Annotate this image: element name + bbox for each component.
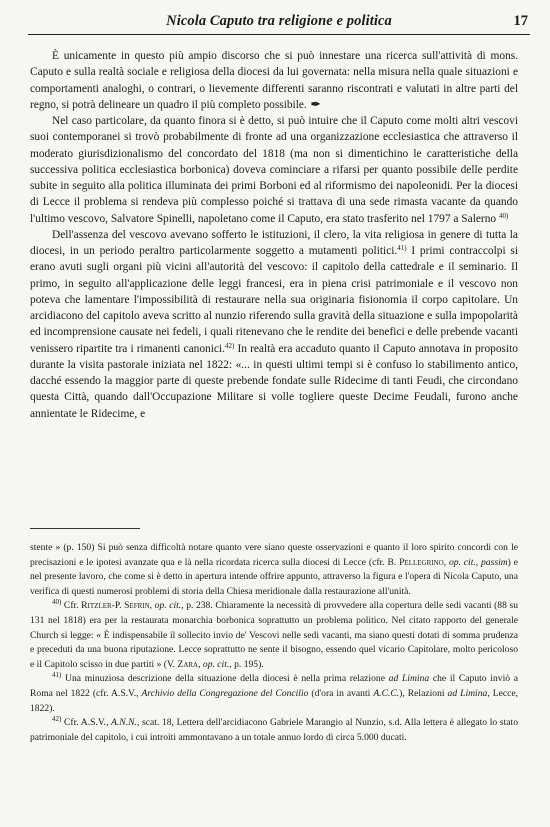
footnote-40-label: 40) xyxy=(52,598,62,607)
footnote-ref-41: 41) xyxy=(397,244,407,252)
footnote-sep: , xyxy=(443,556,449,568)
footnote-author: B. Pellegrino xyxy=(387,556,444,568)
main-text xyxy=(30,48,518,422)
footnote-40-sep-2: , xyxy=(198,658,203,670)
footnote-40-body: , p. 238. Chiaramente la necessità di provvedere alla copertura delle sedi vacanti (88 su 131 nel 1818) era per la restaurata monarchia borbonica soprattutto un problema politico. Nel citato rapporto del generale Church si legge: « È indispensabile il sollecito invio de' Vescovi nelle sedi vacanti, ma siano questi dotati di somma prudenza e preceduti da una buona riputazione. Lecce soprattutto ne sente il bisogno, essendo quel vicario Capitolare, molto pericoloso e il Capitolo scisso in due partiti » ( xyxy=(30,600,519,670)
paragraph-3-text-c: In realtà era accaduto quanto il Caputo annotava in proposito durante la visita pastorale iniziata nel 1822: «... in questi ultimi tempi si è confuso lo stabilimento antico, dacché essendo la maggior parte di queste prebende fondate sulle Ridecime di tanti Feudi, che circondano questa Città, quando dall'Occupazione Militare si volle togliere queste Decime Feudali, furono anche annientate le Ridecime, e xyxy=(30,342,519,420)
footnote-40-op-cit: op. cit. xyxy=(154,600,182,612)
margin-mark-icon: ✒ xyxy=(310,98,321,111)
footnote-40-author: Ritzler-P. Sefrin xyxy=(81,600,150,612)
footnote-41-ad-limina: ad Limina xyxy=(388,673,430,685)
paragraph-3-text-b: I primi contraccolpi si erano avuti sugli organi più vicini all'autorità del vescovo: il capitolo della cattedrale e il seminario. Il primo, in seguito all'applicazione delle leggi francesi, era in piena crisi patrimoniale e il vescovo non poteva che lamentare l'impossibilità di restaurare nella sua originaria fisionomia il corpo capitolare. Un arcidiacono del capitolo aveva scritto al nunzio riferendo sulla gravità della situazione e sulla impopolarità ed incomprensione causate nei fedeli, i quali ritenevano che le rendite dei benefici e delle prebende vacanti venissero ripartite tra i rimanenti canonici. xyxy=(30,245,518,355)
footnote-40-author-2: V. Zara xyxy=(166,658,199,670)
footnote-41-archive: Archivio della Congregazione del Concilio xyxy=(141,687,309,699)
footnote-42-ann: A.N.N. xyxy=(111,717,137,729)
paragraph-3-text-a: Dell'assenza del vescovo avevano sofferto le istituzioni, il clero, la vita religiosa in genere di tutta la diocesi, in un periodo peraltro particolarmente soggetto a mutamenti politici. xyxy=(30,228,518,257)
footnote-40 xyxy=(30,599,518,672)
footnote-40-sep: , xyxy=(149,600,155,612)
footnote-separator xyxy=(30,528,140,529)
footnote-continuation xyxy=(30,541,518,599)
footnote-41 xyxy=(30,672,518,716)
footnote-ref-42: 42) xyxy=(224,341,235,350)
footnote-cont-text-end: ) e nel presente lavoro, che come si è detto in apertura intende offrire appunto, attraverso la figura e l'opera di Nicola Caputo, una verifica di questi numerosi problemi di storia della Chiesa meridionale dalla restaurazione all'unità. xyxy=(30,556,518,597)
footnote-40-end: , p. 195). xyxy=(229,658,264,670)
paragraph-2-text: Nel caso particolare, da quanto finora si è detto, si può intuire che il Caputo come molti altri vescovi suoi contemporanei si trovò probabilmente di fronte ad una organizzazione ecclesiastica che attraverso il moderato giurisdizionalismo del concordato del 1818 (ma non si dimentichino le caratteristiche della successiva politica ecclesiastica borbonica) doveva cominciare a rifarsi per quanto possibile delle perdite subite in seguito alla politica illuminata dei primi Borboni ed al riformismo dei napoleonidi. Per la diocesi di Lecce il problema si rendeva più complesso poiché si trattava di una sede rimasta vacante da quando l'ultimo vescovo, Salvatore Spinelli, napoletano come il Caputo, era stato trasferito nel 1797 a Salerno xyxy=(30,115,518,225)
footnote-42-text: Cfr. A.S.V., xyxy=(61,717,112,729)
footnote-ref-40: 40) xyxy=(498,211,509,220)
paragraph-1 xyxy=(30,48,518,113)
footnote-41-text-2: che il Caputo inviò a Roma nel 1822 (cfr. A.S.V., xyxy=(30,673,518,699)
page-header xyxy=(28,10,530,35)
footnote-42-end: , scat. 18, Lettera dell'arcidiacono Gabriele Marangio al Nunzio, s.d. Alla lettera è allegato lo stato patrimoniale del capitolo, i cui introiti ammontavano a un totale annuo lordo di circa 5.000 ducati. xyxy=(30,717,519,743)
footnote-42-label: 42) xyxy=(52,715,62,724)
footnote-41-label: 41) xyxy=(52,671,62,680)
footnote-41-end: , Lecce, 1822). xyxy=(30,687,519,714)
paragraph-1-text: È unicamente in questo più ampio discorso che si può innestare una ricerca sull'attività di mons. Caputo e sulla realtà sociale e religiosa della diocesi da lui governata: nella misura nella quale situazioni e comportamenti analoghi, o contrari, o lievemente differenti saranno riscontrati e valutati in altre parti del regno, si potrà delineare un quadro il più completo possibile. xyxy=(30,50,518,111)
footnotes xyxy=(30,541,518,745)
running-title: Nicola Caputo tra religione e politica xyxy=(166,13,392,29)
footnote-41-ad-limina-2: ad Limina xyxy=(447,687,488,699)
footnote-40-text: Cfr. xyxy=(61,600,82,612)
footnote-41-text-4: ), Relazioni xyxy=(399,687,448,699)
footnote-41-acc: A.C.C. xyxy=(373,687,400,699)
paragraph-3 xyxy=(30,227,518,422)
page-number: 17 xyxy=(513,13,528,29)
footnote-40-op-cit-2: op. cit. xyxy=(202,658,230,670)
footnote-41-text: Una minuziosa descrizione della situazione della diocesi è nella prima relazione xyxy=(61,673,389,685)
footnote-41-text-3: (d'ora in avanti xyxy=(308,687,374,699)
footnote-42 xyxy=(30,716,518,745)
footnote-op-cit: op. cit., passim xyxy=(448,556,508,568)
paragraph-2 xyxy=(30,113,518,227)
footnote-cont-text: stente » (p. 150) Si può senza difficoltà notare quanto vere siano queste osservazioni e quanto il loro spirito concordi con le precisazioni e le ipotesi avanzate qua e là nella ricordata ricerca sulla diocesi di Lecce (cfr. xyxy=(30,542,518,568)
